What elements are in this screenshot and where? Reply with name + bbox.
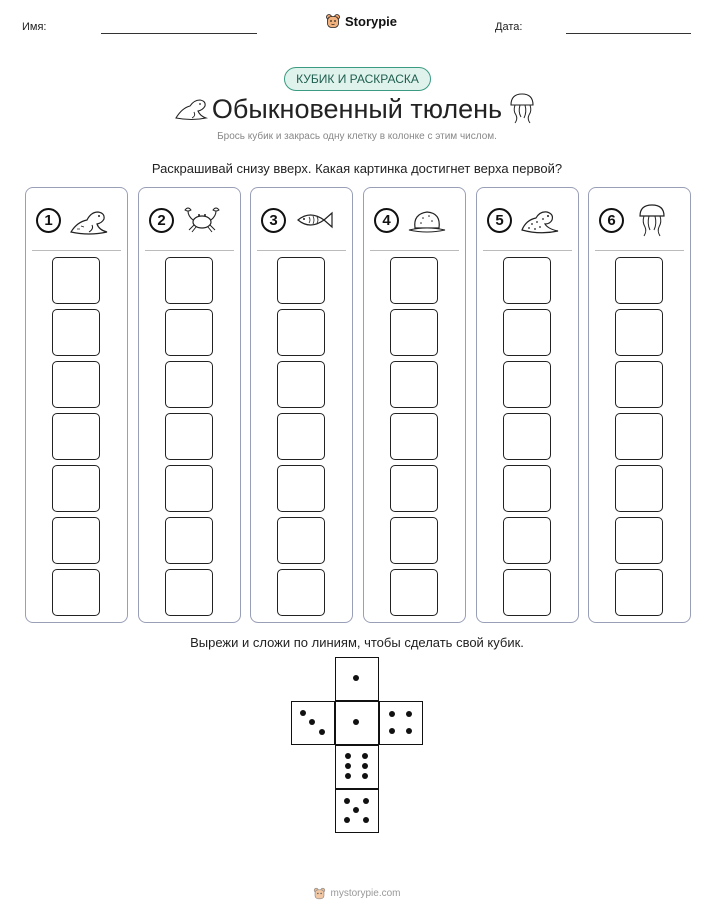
color-cell[interactable] bbox=[52, 413, 100, 460]
color-cell[interactable] bbox=[277, 569, 325, 616]
pip bbox=[345, 753, 351, 759]
column-5 bbox=[476, 187, 579, 623]
color-cell[interactable] bbox=[390, 465, 438, 512]
cell-stack bbox=[165, 257, 213, 621]
color-cell[interactable] bbox=[165, 309, 213, 356]
pip bbox=[309, 719, 315, 725]
die-face-left[interactable] bbox=[291, 701, 335, 745]
pip bbox=[362, 753, 368, 759]
column-divider bbox=[145, 250, 234, 251]
pip bbox=[300, 710, 306, 716]
color-cell[interactable] bbox=[52, 309, 100, 356]
color-cell[interactable] bbox=[615, 361, 663, 408]
instruction-top: Раскрашивай снизу вверх. Какая картинка достигнет верха первой? bbox=[151, 161, 563, 176]
pip bbox=[389, 728, 395, 734]
pip bbox=[406, 728, 412, 734]
color-cell[interactable] bbox=[52, 257, 100, 304]
column-divider bbox=[257, 250, 346, 251]
color-cell[interactable] bbox=[52, 569, 100, 616]
column-3 bbox=[250, 187, 353, 623]
footer-url[interactable]: mystorypie.com bbox=[330, 888, 401, 899]
number-badge: 4 bbox=[374, 208, 399, 233]
number-badge: 5 bbox=[487, 208, 512, 233]
pip bbox=[363, 817, 369, 823]
instruction-bottom: Вырежи и сложи по линиям, чтобы сделать свой кубик. bbox=[190, 635, 524, 650]
pip bbox=[353, 807, 359, 813]
column-4 bbox=[363, 187, 466, 623]
color-cell[interactable] bbox=[52, 361, 100, 408]
column-divider bbox=[595, 250, 684, 251]
color-cell[interactable] bbox=[390, 517, 438, 564]
spotted-seal-icon bbox=[518, 202, 562, 238]
number-badge: 3 bbox=[261, 208, 286, 233]
color-cell[interactable] bbox=[277, 361, 325, 408]
color-cell[interactable] bbox=[503, 517, 551, 564]
pip bbox=[363, 798, 369, 804]
color-cell[interactable] bbox=[390, 361, 438, 408]
number-badge: 2 bbox=[149, 208, 174, 233]
color-cell[interactable] bbox=[503, 257, 551, 304]
color-cell[interactable] bbox=[503, 413, 551, 460]
color-cell[interactable] bbox=[615, 465, 663, 512]
color-cell[interactable] bbox=[165, 465, 213, 512]
color-cell[interactable] bbox=[52, 517, 100, 564]
page-subtitle: Брось кубик и закрась одну клетку в колонке с этим числом. bbox=[217, 131, 497, 142]
color-cell[interactable] bbox=[277, 465, 325, 512]
rock-icon bbox=[405, 202, 449, 238]
pip bbox=[345, 763, 351, 769]
color-cell[interactable] bbox=[615, 517, 663, 564]
fish-icon bbox=[292, 202, 336, 238]
color-cell[interactable] bbox=[165, 361, 213, 408]
color-cell[interactable] bbox=[390, 413, 438, 460]
column-divider bbox=[370, 250, 459, 251]
cell-stack bbox=[503, 257, 551, 621]
color-cell[interactable] bbox=[165, 517, 213, 564]
color-cell[interactable] bbox=[615, 569, 663, 616]
color-cell[interactable] bbox=[277, 257, 325, 304]
pip bbox=[344, 798, 350, 804]
pip bbox=[353, 675, 359, 681]
color-cell[interactable] bbox=[277, 413, 325, 460]
jellyfish-title-icon bbox=[507, 91, 537, 125]
pip bbox=[389, 711, 395, 717]
color-cell[interactable] bbox=[390, 569, 438, 616]
die-face-lower[interactable] bbox=[335, 745, 379, 789]
category-badge: КУБИК И РАСКРАСКА bbox=[284, 67, 431, 91]
column-1 bbox=[25, 187, 128, 623]
color-cell[interactable] bbox=[165, 413, 213, 460]
pip bbox=[319, 729, 325, 735]
color-cell[interactable] bbox=[503, 465, 551, 512]
color-cell[interactable] bbox=[277, 309, 325, 356]
column-6 bbox=[588, 187, 691, 623]
color-cell[interactable] bbox=[615, 309, 663, 356]
date-line[interactable] bbox=[566, 33, 691, 34]
pip bbox=[362, 773, 368, 779]
brand-name: Storypie bbox=[345, 13, 398, 29]
footer bbox=[0, 887, 714, 900]
pip bbox=[345, 773, 351, 779]
storypie-bear-icon bbox=[325, 13, 341, 29]
die-face-center[interactable] bbox=[335, 701, 379, 745]
column-divider bbox=[483, 250, 572, 251]
column-2 bbox=[138, 187, 241, 623]
column-divider bbox=[32, 250, 121, 251]
brand-logo bbox=[325, 13, 397, 29]
color-cell[interactable] bbox=[503, 569, 551, 616]
page-title: Обыкновенный тюлень bbox=[211, 94, 503, 124]
pip bbox=[362, 763, 368, 769]
die-face-right[interactable] bbox=[379, 701, 423, 745]
jellyfish-icon bbox=[630, 202, 674, 238]
date-label: Дата: bbox=[495, 21, 523, 33]
cell-stack bbox=[52, 257, 100, 621]
cell-stack bbox=[615, 257, 663, 621]
color-cell[interactable] bbox=[503, 361, 551, 408]
crab-icon bbox=[180, 202, 224, 238]
number-badge: 1 bbox=[36, 208, 61, 233]
color-cell[interactable] bbox=[503, 309, 551, 356]
color-cell[interactable] bbox=[165, 257, 213, 304]
color-cell[interactable] bbox=[52, 465, 100, 512]
cell-stack bbox=[390, 257, 438, 621]
color-cell[interactable] bbox=[165, 569, 213, 616]
color-cell[interactable] bbox=[615, 413, 663, 460]
die-face-bottom[interactable] bbox=[335, 789, 379, 833]
pip bbox=[406, 711, 412, 717]
color-cell[interactable] bbox=[615, 257, 663, 304]
color-cell[interactable] bbox=[390, 309, 438, 356]
name-line[interactable] bbox=[101, 33, 257, 34]
seal-icon bbox=[67, 202, 111, 238]
number-badge: 6 bbox=[599, 208, 624, 233]
pip bbox=[344, 817, 350, 823]
color-cell[interactable] bbox=[277, 517, 325, 564]
cell-stack bbox=[277, 257, 325, 621]
pip bbox=[353, 719, 359, 725]
storypie-bear-icon bbox=[313, 887, 326, 900]
die-face-top[interactable] bbox=[335, 657, 379, 701]
color-cell[interactable] bbox=[390, 257, 438, 304]
name-label: Имя: bbox=[22, 21, 47, 33]
